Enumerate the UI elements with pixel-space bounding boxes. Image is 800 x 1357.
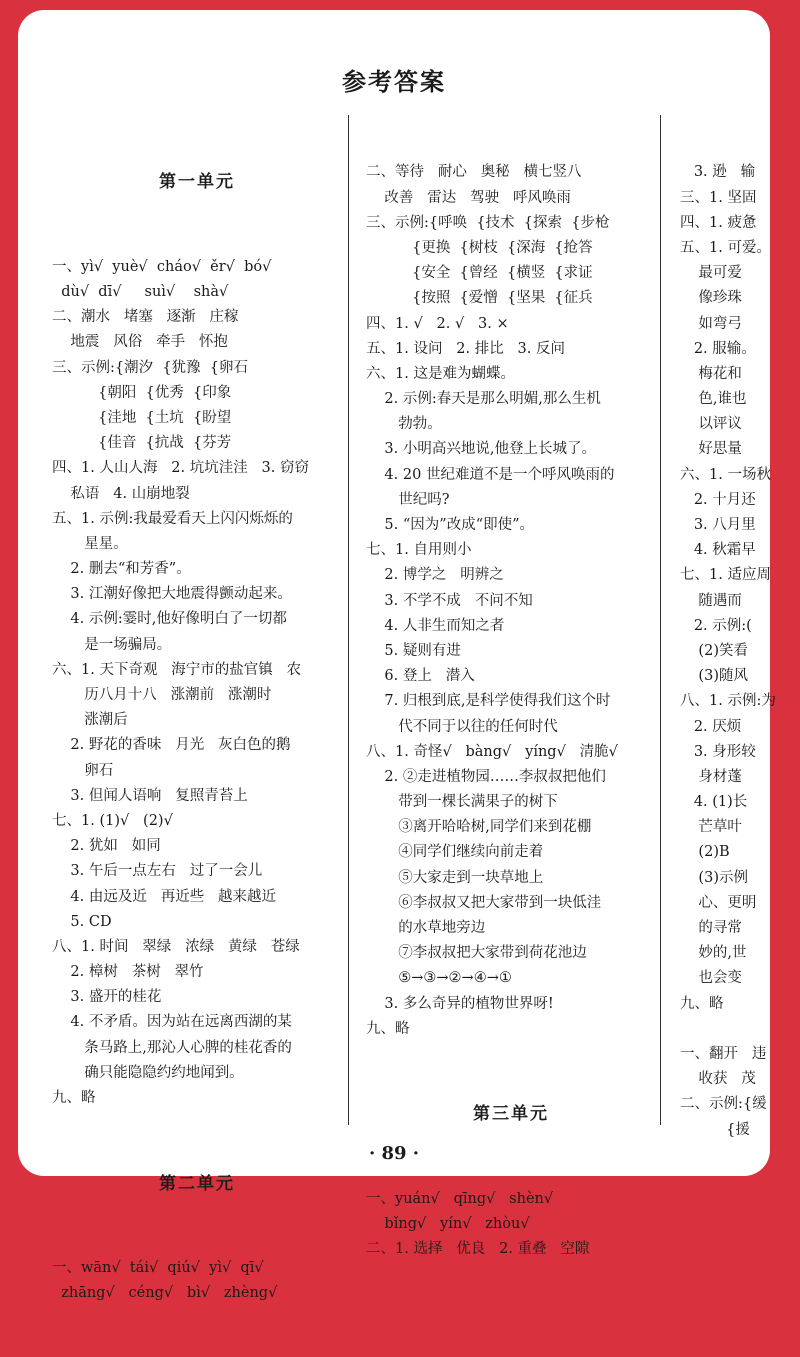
answer-line: 3. 多么奇异的植物世界呀!	[366, 995, 554, 1012]
answer-line: 七、1. 自用则小	[366, 542, 472, 559]
answer-line: {安全 {曾经 {横竖 {求证	[366, 265, 593, 282]
answer-line: 条马路上,那沁人心脾的桂花香的	[52, 1039, 292, 1056]
page-title: 参考答案	[342, 67, 446, 96]
answer-line: 4. 20 世纪难道不是一个呼风唤雨的	[366, 466, 615, 483]
answer-line: 七、1. (1)√ (2)√	[52, 812, 173, 829]
answer-line: 身材蓬	[680, 768, 742, 785]
answer-line: {朝阳 {优秀 {印象	[52, 384, 232, 401]
answer-line: 5. CD	[52, 913, 112, 930]
answer-line: 芒草叶	[680, 819, 742, 836]
answer-line: 也会变	[680, 970, 742, 987]
answer-line: dù√ dī√ suì√ shà√	[52, 284, 229, 300]
answer-line: 3. 小明高兴地说,他登上长城了。	[366, 441, 596, 458]
column-left	[52, 110, 342, 1357]
answer-line: 的寻常	[680, 920, 742, 937]
answer-line: 五、1. 可爱。	[680, 239, 771, 256]
answer-line: 一、wān√ tái√ qiú√ yì√ qī√	[52, 1260, 264, 1276]
answer-sheet	[18, 10, 776, 1302]
answer-line: 4. 人非生而知之者	[366, 617, 505, 634]
answer-line: 4. 秋霜早	[680, 542, 756, 559]
answer-lines	[52, 1256, 342, 1306]
answer-line: 好思量	[680, 441, 742, 458]
answer-line: {按照 {爱憎 {坚果 {征兵	[366, 290, 593, 307]
answer-line: 带到一棵长满果子的树下	[366, 794, 558, 811]
answer-line: 四、1. 疲惫	[680, 214, 757, 231]
answer-line: 2. 野花的香味 月光 灰白色的鹅	[52, 737, 291, 754]
answer-line: 像珍珠	[680, 290, 742, 307]
answer-line: {更换 {树枝 {深海 {抢答	[366, 239, 593, 256]
answer-line: 2. 犹如 如同	[52, 838, 161, 855]
unit-heading: 第二单元	[159, 1173, 235, 1194]
answer-line: 5. “因为”改成“即使”。	[366, 517, 535, 534]
answer-line: 3. 不学不成 不问不知	[366, 592, 533, 609]
answer-lines	[52, 255, 342, 1111]
answer-line: 2. ②走进植物园……李叔叔把他们	[366, 768, 606, 785]
answer-line: 4. 不矛盾。因为站在远离西湖的某	[52, 1014, 292, 1031]
answer-line: 二、示例:{缓	[680, 1096, 767, 1113]
answer-line: 4. 示例:霎时,他好像明白了一切都	[52, 611, 287, 628]
column-divider	[660, 115, 661, 1125]
unit-heading: 第三单元	[473, 1104, 549, 1125]
answer-line: (2)笑看	[680, 642, 748, 659]
answer-line: ⑥李叔叔又把大家带到一块低洼	[366, 894, 602, 911]
answer-line: 以评议	[680, 416, 742, 433]
answer-line: 七、1. 适应周	[680, 567, 771, 584]
answer-lines	[366, 1187, 656, 1263]
answer-line: 2. 十月还	[680, 491, 756, 508]
answer-line: 九、略	[366, 1020, 410, 1037]
answer-line: 2. 樟树 茶树 翠竹	[52, 964, 204, 981]
answer-lines	[366, 160, 656, 1042]
unit-heading: 第一单元	[159, 172, 235, 193]
answer-line: 4. 由远及近 再近些 越来越近	[52, 888, 277, 905]
answer-line: 三、1. 坚固	[680, 189, 757, 206]
answer-line: 八、1. 奇怪√ bàng√ yíng√ 清脆√	[366, 743, 618, 760]
answer-line: 代不同于以往的任何时代	[366, 718, 558, 735]
answer-line: 私语 4. 山崩地裂	[52, 485, 190, 502]
answer-line: 二、潮水 堵塞 逐渐 庄稼	[52, 309, 239, 326]
answer-line: 三、示例:{呼唤 {技术 {探索 {步枪	[366, 214, 610, 231]
answer-line: 3. 但闻人语响 复照青苔上	[52, 787, 248, 804]
answer-line: 3. 盛开的桂花	[52, 989, 162, 1006]
answer-line: 地震 风俗 牵手 怀抱	[52, 334, 228, 351]
answer-line: 是一场骗局。	[52, 636, 172, 653]
answer-line: 八、1. 时间 翠绿 浓绿 黄绿 苍绿	[52, 938, 300, 955]
answer-line: 二、等待 耐心 奥秘 横七竖八	[366, 164, 582, 181]
answer-line: 历八月十八 涨潮前 涨潮时	[52, 687, 272, 703]
answer-line: ④同学们继续向前走着	[366, 844, 544, 861]
answer-line: {洼地 {土坑 {盼望	[52, 409, 232, 426]
answer-line: zhāng√ céng√ bì√ zhèng√	[52, 1285, 278, 1302]
answer-line: 二、1. 选择 优良 2. 重叠 空隙	[366, 1241, 590, 1258]
answer-line: 四、1. √ 2. √ 3. ×	[366, 315, 509, 332]
answer-line: 如弯弓	[680, 315, 742, 332]
answer-line: 3. 身形较	[680, 743, 756, 760]
answer-line: 6. 登上 潜入	[366, 668, 475, 685]
answer-line: 3. 八月里	[680, 517, 756, 534]
answer-line: 五、1. 示例:我最爱看天上闪闪烁烁的	[52, 510, 293, 527]
answer-line: 7. 归根到底,是科学使得我们这个时	[366, 693, 611, 710]
column-middle	[366, 110, 656, 1313]
answer-line: 卵石	[52, 762, 114, 779]
answer-line: 3. 逊 输	[680, 164, 756, 181]
answer-line: 随遇而	[680, 592, 742, 609]
answer-line: ⑤→③→②→④→①	[366, 970, 512, 987]
answer-line: {援	[680, 1121, 750, 1138]
answer-lines	[680, 160, 800, 1142]
answer-line: 九、略	[680, 995, 724, 1012]
answer-line: 4. (1)长	[680, 794, 748, 811]
answer-line: 一、yuán√ qīng√ shèn√	[366, 1190, 554, 1207]
answer-line: 2. 删去“和芳香”。	[52, 561, 191, 578]
answer-line: 六、1. 天下奇观 海宁市的盐官镇 农	[52, 661, 302, 678]
column-divider	[348, 115, 349, 1125]
answer-line: 收获 茂	[680, 1071, 756, 1088]
answer-line: 改善 雷达 驾驶 呼风唤雨	[366, 189, 571, 206]
answer-line: 六、1. 这是难为蝴蝶。	[366, 365, 515, 382]
answer-line: 六、1. 一场秋	[680, 466, 771, 483]
answer-line: 八、1. 示例:为	[680, 693, 776, 710]
answer-line	[680, 1017, 800, 1042]
answer-line: ⑤大家走到一块草地上	[366, 869, 544, 886]
answer-line: 世纪吗?	[366, 491, 450, 508]
answer-line: 色,谁也	[680, 391, 747, 408]
answer-line: 3. 午后一点左右 过了一会儿	[52, 863, 263, 880]
answer-line: 星星。	[52, 535, 128, 552]
answer-line: bǐng√ yín√ zhòu√	[366, 1215, 530, 1232]
answer-line: (3)随风	[680, 668, 748, 685]
answer-line: 2. 示例:(	[680, 617, 752, 634]
answer-line: 妙的,世	[680, 945, 747, 962]
answer-line: 梅花和	[680, 365, 742, 382]
answer-line: 九、略	[52, 1090, 96, 1106]
answer-line: (3)示例	[680, 869, 748, 886]
answer-line: {佳音 {抗战 {芬芳	[52, 435, 232, 452]
answer-line: 2. 博学之 明辨之	[366, 567, 504, 584]
column-right-cropped	[680, 110, 800, 1193]
answer-line: 2. 服输。	[680, 340, 756, 357]
answer-line: 确只能隐隐约约地闻到。	[52, 1064, 244, 1081]
answer-line: 勃勃。	[366, 416, 442, 433]
page-number: · 89 ·	[368, 1143, 420, 1164]
answer-line: 心、更明	[680, 894, 757, 911]
answer-line: 2. 示例:春天是那么明媚,那么生机	[366, 391, 601, 408]
answer-line: 涨潮后	[52, 712, 128, 729]
answer-line: 一、翻开 违	[680, 1045, 767, 1062]
answer-line: 五、1. 设问 2. 排比 3. 反问	[366, 340, 565, 357]
answer-line: ⑦李叔叔把大家带到荷花池边	[366, 945, 587, 962]
answer-line: ③离开哈哈树,同学们来到花棚	[366, 819, 592, 836]
answer-line: 三、示例:{潮汐 {犹豫 {卵石	[52, 359, 248, 376]
answer-line: 一、yì√ yuè√ cháo√ ěr√ bó√	[52, 258, 272, 275]
answer-line: 3. 江潮好像把大地震得颤动起来。	[52, 586, 292, 603]
answer-line: 最可爱	[680, 265, 742, 282]
answer-line: 四、1. 人山人海 2. 坑坑洼洼 3. 窃窃	[52, 460, 309, 477]
answer-line: 5. 疑则有进	[366, 642, 461, 659]
answer-line: (2)B	[680, 844, 730, 861]
answer-line: 2. 厌烦	[680, 718, 742, 735]
answer-line: 的水草地旁边	[366, 920, 486, 937]
